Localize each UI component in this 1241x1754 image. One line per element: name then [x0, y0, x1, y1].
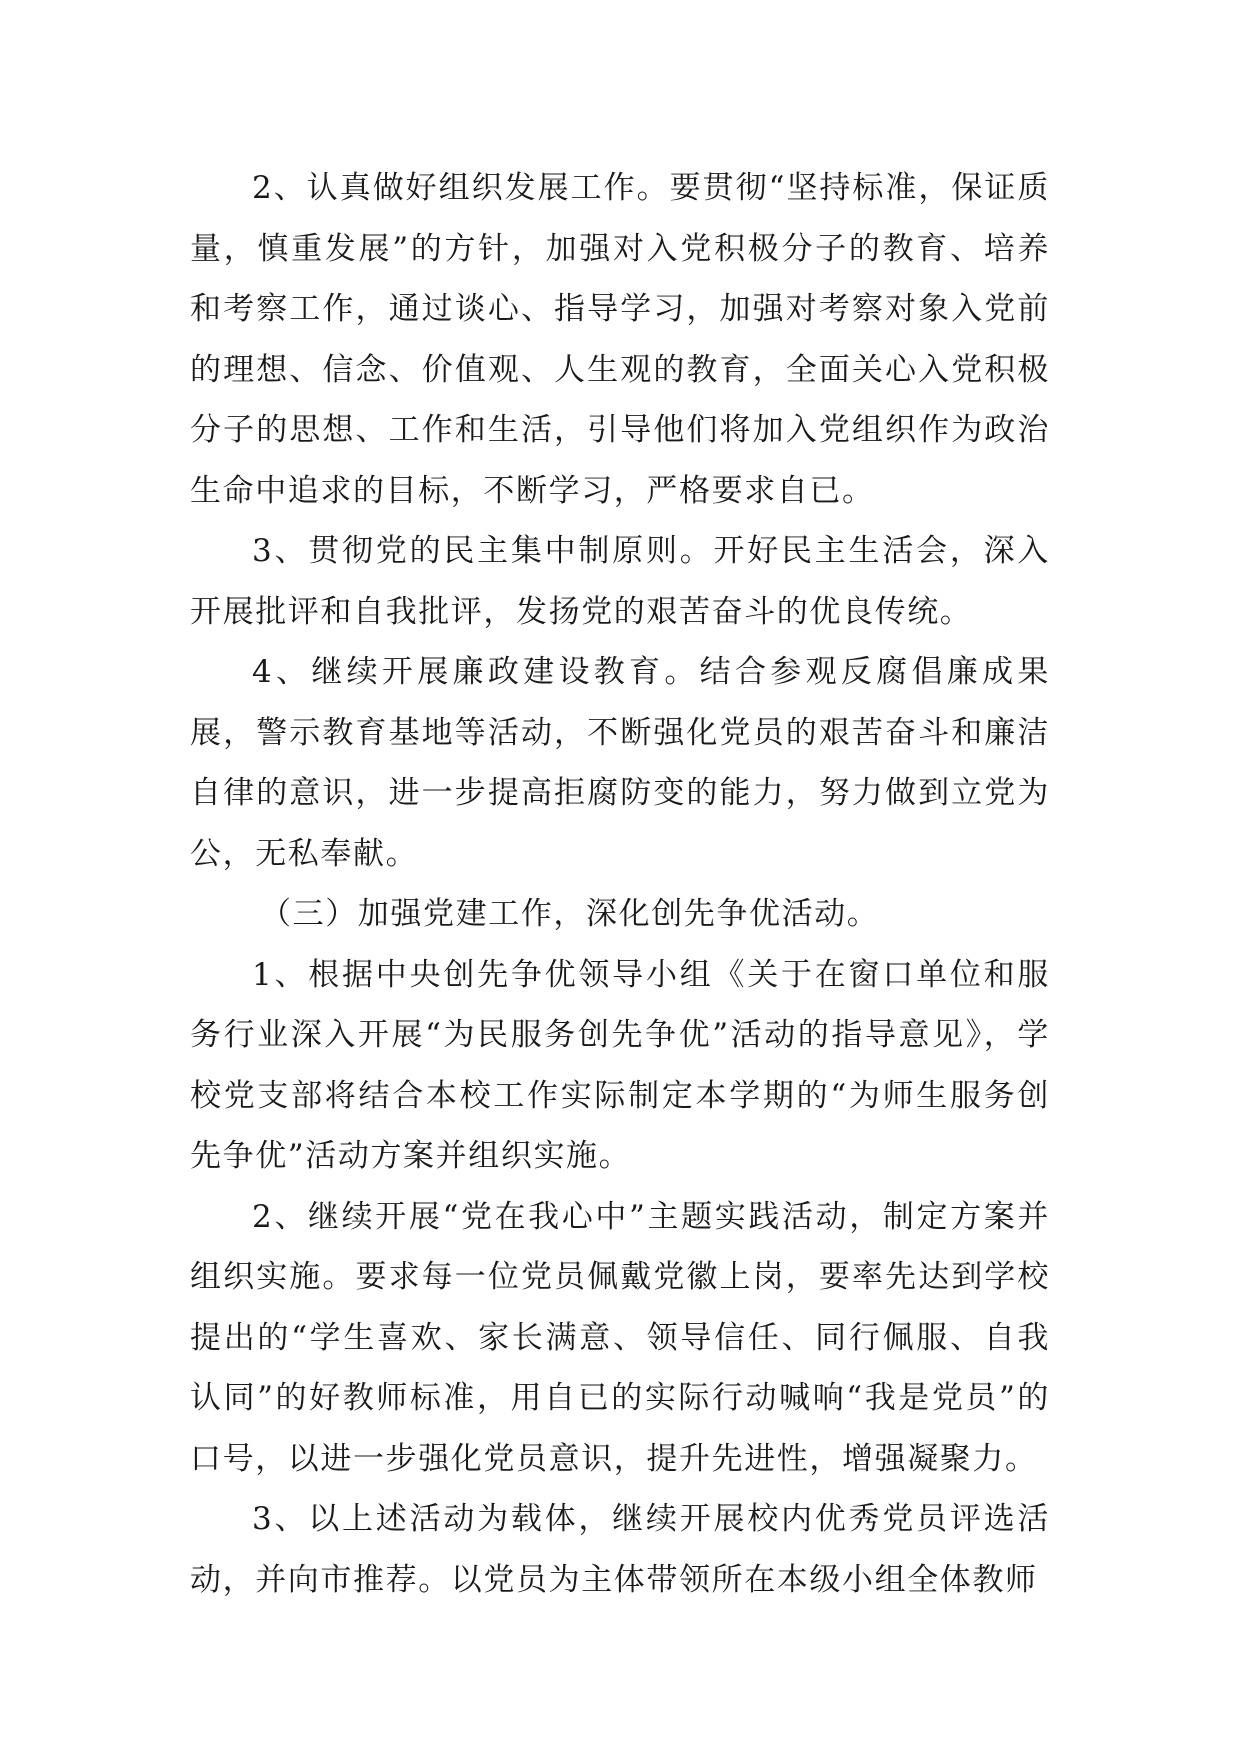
paragraph-integrity-education: 4、继续开展廉政建设教育。结合参观反腐倡廉成果展，警示教育基地等活动，不断强化党员的艰苦奋斗和廉洁自律的意识，进一步提高拒腐防变的能力，努力做到立党为公，无私奉献。: [190, 654, 1050, 872]
paragraph-service-excellence: 1、根据中央创先争优领导小组《关于在窗口单位和服务行业深入开展“为民服务创先争优”活动的指导意见》，学校党支部将结合本校工作实际制定本学期的“为师生服务创先争优”活动方案并组织实施。: [190, 956, 1050, 1174]
paragraph-democratic-centralism: 3、贯彻党的民主集中制原则。开好民主生活会，深入开展批评和自我批评，发扬党的艰苦奋斗的优良传统。: [190, 533, 1050, 630]
paragraph-outstanding-member-selection: 3、以上述活动为载体，继续开展校内优秀党员评选活动，并向市推荐。以党员为主体带领所在本级小组全体教师: [190, 1501, 1050, 1598]
section-heading-party-building: （三）加强党建工作，深化创先争优活动。: [260, 896, 880, 932]
document-body: [190, 158, 1050, 1610]
paragraph-party-in-my-heart: 2、继续开展“党在我心中”主题实践活动，制定方案并组织实施。要求每一位党员佩戴党徽上岗，要率先达到学校提出的“学生喜欢、家长满意、领导信任、同行佩服、自我认同”的好教师标准，用自已的实际行动喊响“我是党员”的口号，以进一步强化党员意识，提升先进性，增强凝聚力。: [190, 1198, 1050, 1477]
paragraph-organization-development: 2、认真做好组织发展工作。要贯彻“坚持标准，保证质量，慎重发展”的方针，加强对入党积极分子的教育、培养和考察工作，通过谈心、指导学习，加强对考察对象入党前的理想、信念、价值观、人生观的教育，全面关心入党积极分子的思想、工作和生活，引导他们将加入党组织作为政治生命中追求的目标，不断学习，严格要求自已。: [190, 170, 1050, 509]
